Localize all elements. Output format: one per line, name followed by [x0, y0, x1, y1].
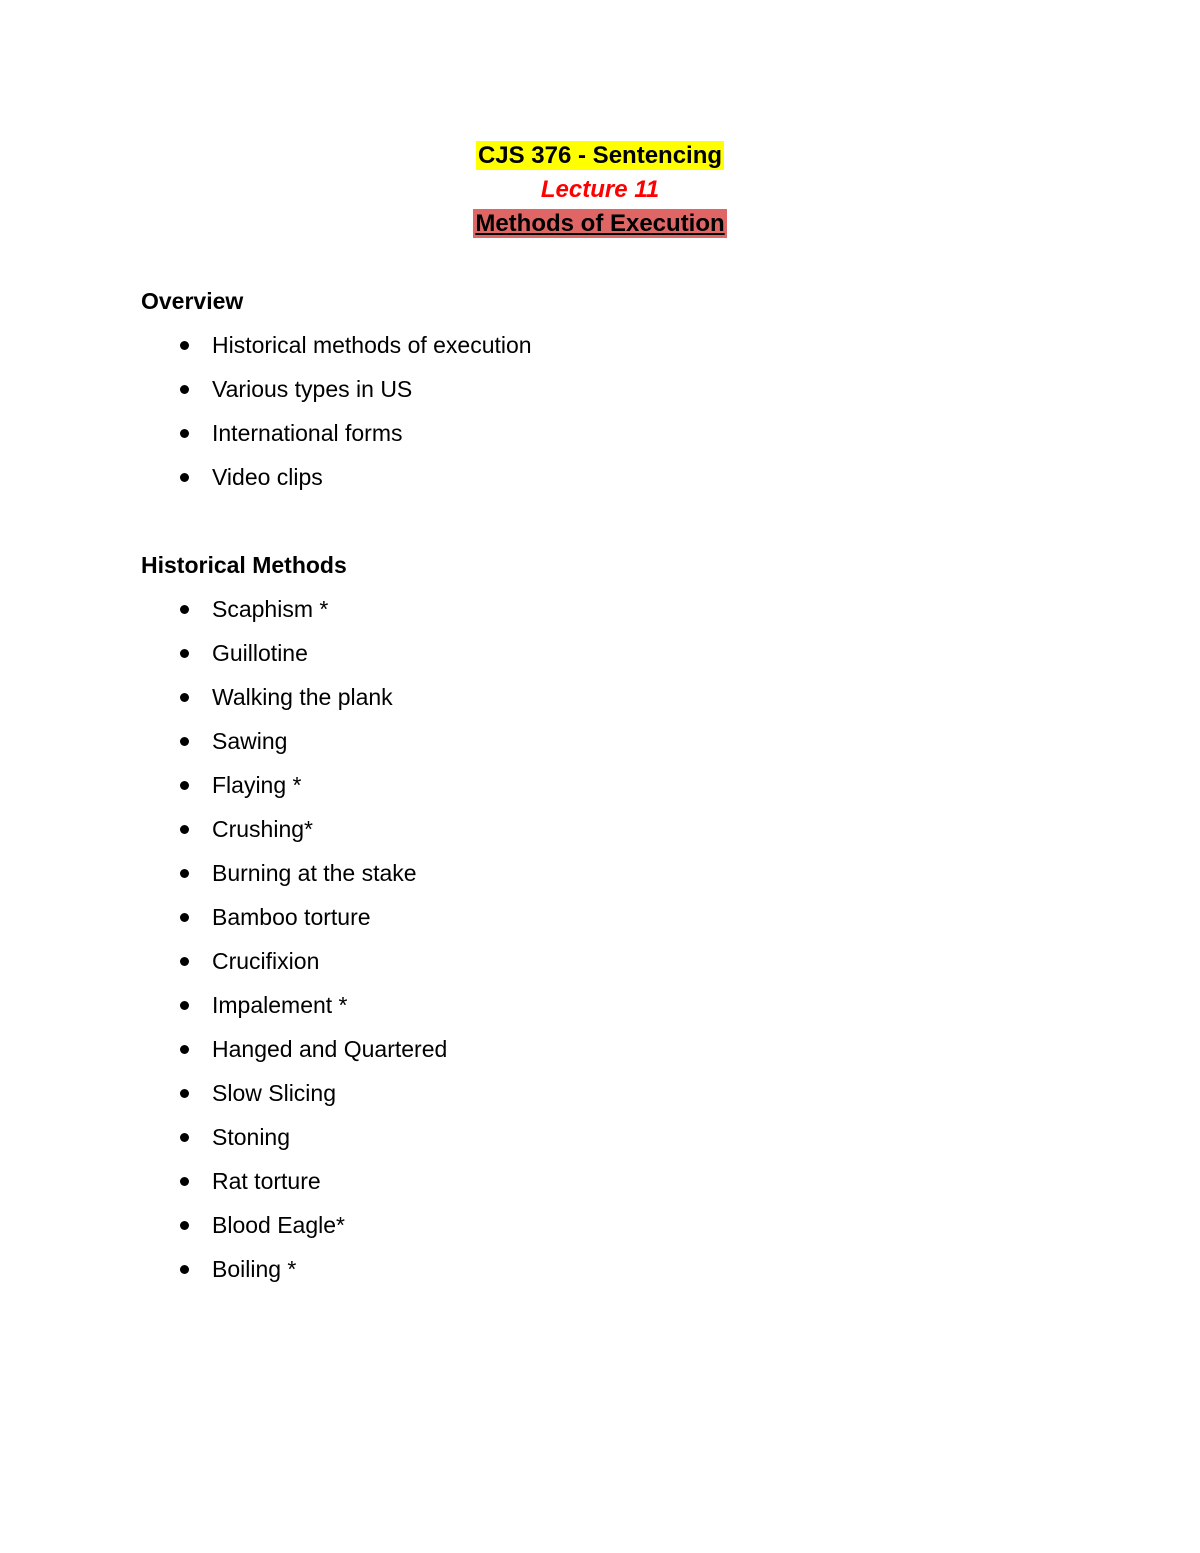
lecture-title-line	[0, 207, 1200, 241]
historical-methods-section	[141, 550, 1041, 1291]
list-item-text: Hanged and Quartered	[212, 1036, 448, 1062]
bullet-icon	[180, 605, 189, 614]
list-item-text: Guillotine	[212, 640, 308, 666]
bullet-icon	[180, 1265, 189, 1274]
list-item-text: Flaying *	[212, 772, 302, 798]
list-item	[141, 1159, 1041, 1203]
list-item-text: Walking the plank	[212, 684, 393, 710]
list-item-text: Various types in US	[212, 376, 413, 402]
list-item-text: International forms	[212, 420, 403, 446]
list-item-text: Slow Slicing	[212, 1080, 336, 1106]
list-item	[141, 587, 1041, 631]
list-item-text: Video clips	[212, 464, 323, 490]
bullet-icon	[180, 649, 189, 658]
list-item-text: Crucifixion	[212, 948, 320, 974]
lecture-number: Lecture 11	[540, 176, 660, 203]
list-item-text: Impalement *	[212, 992, 348, 1018]
list-item	[141, 1203, 1041, 1247]
course-title-line	[0, 139, 1200, 173]
list-item	[141, 807, 1041, 851]
overview-section	[141, 286, 1041, 499]
bullet-icon	[180, 781, 189, 790]
list-item	[141, 851, 1041, 895]
list-item	[141, 455, 1041, 499]
bullet-icon	[180, 1133, 189, 1142]
list-item	[141, 411, 1041, 455]
bullet-icon	[180, 385, 189, 394]
bullet-icon	[180, 1045, 189, 1054]
list-item	[141, 1115, 1041, 1159]
list-item	[141, 895, 1041, 939]
list-item	[141, 631, 1041, 675]
bullet-icon	[180, 1221, 189, 1230]
historical-methods-heading: Historical Methods	[141, 552, 347, 578]
historical-methods-list	[141, 587, 1041, 1291]
bullet-icon	[180, 693, 189, 702]
list-item	[141, 719, 1041, 763]
list-item-text: Burning at the stake	[212, 860, 417, 886]
list-item-text: Historical methods of execution	[212, 332, 532, 358]
overview-heading: Overview	[141, 288, 244, 314]
list-item-text: Stoning	[212, 1124, 291, 1150]
list-item-text: Bamboo torture	[212, 904, 371, 930]
list-item-text: Crushing*	[212, 816, 313, 842]
list-item	[141, 939, 1041, 983]
overview-list	[141, 323, 1041, 499]
document-header	[0, 139, 1200, 241]
course-title: CJS 376 - Sentencing	[477, 142, 723, 169]
bullet-icon	[180, 869, 189, 878]
bullet-icon	[180, 1089, 189, 1098]
bullet-icon	[180, 825, 189, 834]
lecture-title: Methods of Execution	[475, 210, 725, 237]
bullet-icon	[180, 473, 189, 482]
list-item-text: Scaphism *	[212, 596, 329, 622]
list-item-text: Sawing	[212, 728, 288, 754]
bullet-icon	[180, 737, 189, 746]
list-item	[141, 1027, 1041, 1071]
bullet-icon	[180, 429, 189, 438]
list-item	[141, 675, 1041, 719]
list-item-text: Boiling *	[212, 1256, 297, 1282]
list-item-text: Blood Eagle*	[212, 1212, 345, 1238]
list-item	[141, 1247, 1041, 1291]
list-item	[141, 983, 1041, 1027]
bullet-icon	[180, 341, 189, 350]
bullet-icon	[180, 1177, 189, 1186]
list-item	[141, 1071, 1041, 1115]
list-item	[141, 367, 1041, 411]
list-item	[141, 323, 1041, 367]
bullet-icon	[180, 913, 189, 922]
bullet-icon	[180, 1001, 189, 1010]
list-item-text: Rat torture	[212, 1168, 321, 1194]
lecture-number-line	[0, 173, 1200, 207]
bullet-icon	[180, 957, 189, 966]
list-item	[141, 763, 1041, 807]
